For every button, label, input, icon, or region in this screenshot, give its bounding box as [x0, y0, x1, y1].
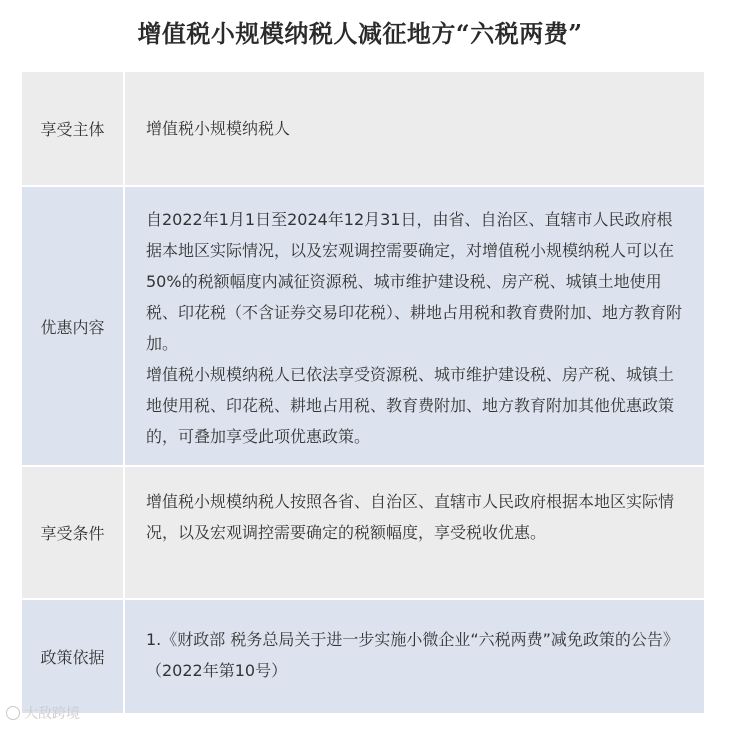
table-row	[22, 467, 704, 598]
row-content	[125, 72, 704, 185]
watermark-text: 大敌跨境	[24, 706, 80, 722]
content-paragraph: 自2022年1月1日至2024年12月31日，由省、自治区、直辖市人民政府根据本地区实际情况，以及宏观调控需要确定，对增值税小规模纳税人可以在50%的税额幅度内减征资源税、城市维护建设税、房产税、城镇土地使用税、印花税（不含证券交易印花税）、耕地占用税和教育费附加、地方教育附加。	[146, 210, 683, 353]
row-content	[125, 187, 704, 465]
row-label: 享受主体	[22, 72, 123, 185]
content-paragraph: 增值税小规模纳税人	[146, 119, 291, 138]
table-row	[22, 72, 704, 185]
row-label: 优惠内容	[22, 187, 123, 465]
table-row	[22, 187, 704, 465]
watermark-logo-icon	[6, 706, 20, 720]
row-content	[125, 467, 704, 598]
watermark	[6, 703, 80, 723]
row-label: 享受条件	[22, 467, 123, 598]
content-paragraph: 增值税小规模纳税人已依法享受资源税、城市维护建设税、房产税、城镇土地使用税、印花税、耕地占用税、教育费附加、地方教育附加其他优惠政策的，可叠加享受此项优惠政策。	[146, 365, 675, 446]
table-row	[22, 600, 704, 713]
page-title: 增值税小规模纳税人减征地方“六税两费”	[137, 19, 583, 48]
policy-table	[22, 72, 704, 713]
row-content	[125, 600, 704, 713]
content-paragraph: 1.《财政部 税务总局关于进一步实施小微企业“六税两费”减免政策的公告》（2022年第10号）	[146, 630, 679, 680]
row-label: 政策依据	[22, 600, 123, 713]
content-paragraph: 增值税小规模纳税人按照各省、自治区、直辖市人民政府根据本地区实际情况，以及宏观调控需要确定的税额幅度，享受税收优惠。	[146, 492, 675, 542]
